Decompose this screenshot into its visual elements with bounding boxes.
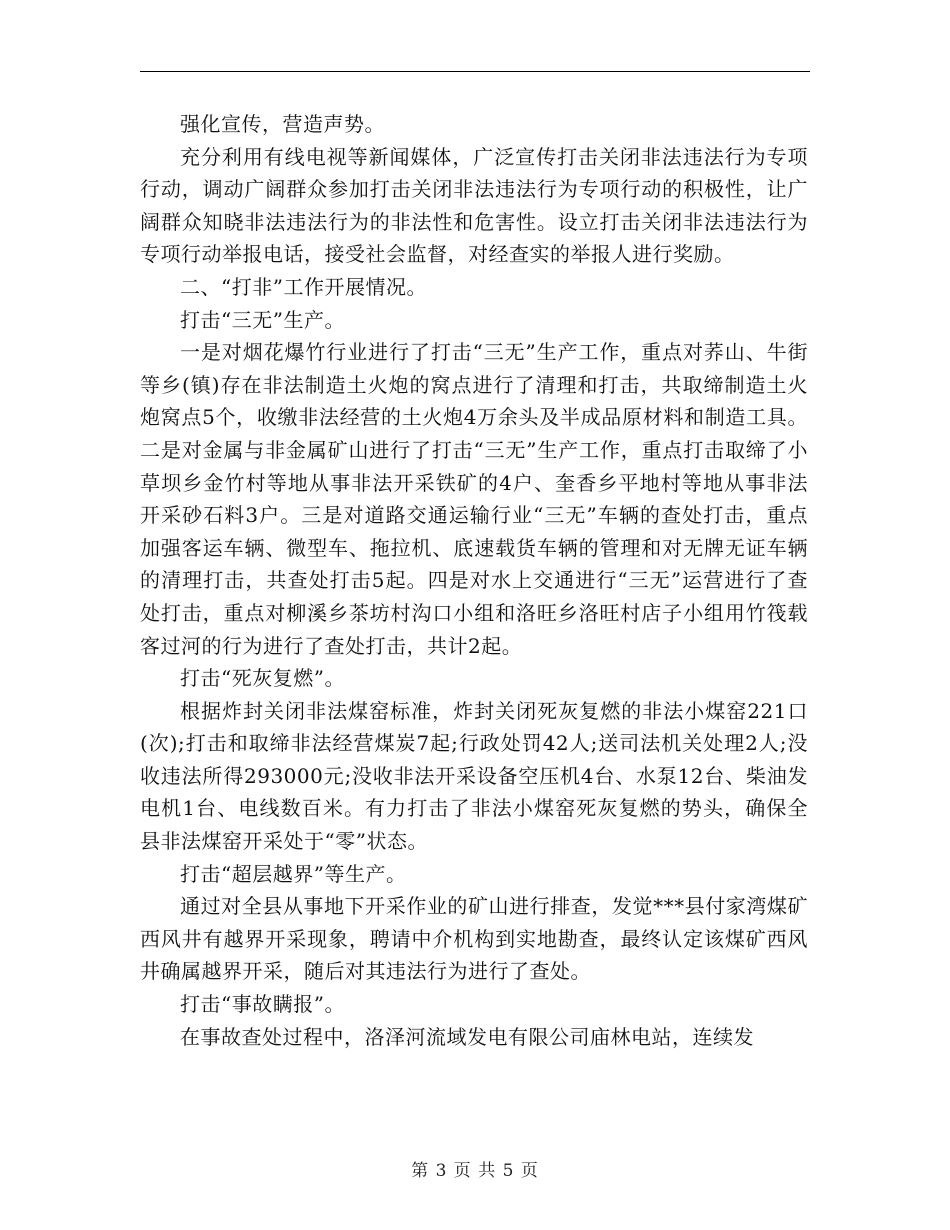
header-rule <box>140 71 810 72</box>
paragraph-resurgence: 根据炸封关闭非法煤窑标准，炸封关闭死灰复燃的非法小煤窑221口(次);打击和取缔非法经营煤炭7起;行政处罚42人;送司法机关处理2人;没收违法所得293000元;没收非法开采设备空压机4台、水泵12台、柴油发电机1台、电线数百米。有力打击了非法小煤窑死灰复燃的势头，确保全县非法煤窑开采处于“零”状态。 <box>140 698 808 854</box>
paragraph-three-no: 一是对烟花爆竹行业进行了打击“三无”生产工作，重点对荞山、牛街等乡(镇)存在非法制造土火炮的窝点进行了清理和打击，共取缔制造土火炮窝点5个，收缴非法经营的土火炮4万余头及半成品原材料和制造工具。二是对金属与非金属矿山进行了打击“三无”生产工作，重点打击取缔了小草坝乡金竹村等地从事非法开采铁矿的4户、奎香乡平地村等地从事非法开采砂石料3户。三是对道路交通运输行业“三无”车辆的查处打击，重点加强客运车辆、微型车、拖拉机、底速载货车辆的管理和对无牌无证车辆的清理打击，共查处打击5起。四是对水上交通进行“三无”运营进行了查处打击，重点对柳溪乡茶坊村沟口小组和洛旺乡洛旺村店子小组用竹筏载客过河的行为进行了查处打击，共计2起。 <box>140 340 808 658</box>
paragraph-publicity: 充分利用有线电视等新闻媒体，广泛宣传打击关闭非法违法行为专项行动，调动广阔群众参加打击关闭非法违法行为专项行动的积极性，让广阔群众知晓非法违法行为的非法性和危害性。设立打击关闭非法违法行为专项行动举报电话，接受社会监督，对经查实的举报人进行奖励。 <box>140 144 808 267</box>
paragraph-concealment: 在事故查处过程中，洛泽河流域发电有限公司庙林电站，连续发 <box>180 1024 754 1049</box>
document-body <box>140 108 808 1053</box>
heading-resurgence: 打击“死灰复燃”。 <box>180 666 345 691</box>
heading-concealment: 打击“事故瞒报”。 <box>180 992 345 1017</box>
paragraph-boundary: 通过对全县从事地下开采作业的矿山进行排查，发觉***县付家湾煤矿西风井有越界开采现象，聘请中介机构到实地勘查，最终认定该煤矿西风井确属越界开采，随后对其违法行为进行了查处。 <box>140 894 808 984</box>
page-number-footer: 第 3 页 共 5 页 <box>411 1161 539 1181</box>
heading-three-no: 打击“三无”生产。 <box>180 307 345 332</box>
heading-boundary: 打击“超层越界”等生产。 <box>180 861 407 886</box>
heading-publicity: 强化宣传，营造声势。 <box>180 112 385 136</box>
section-heading-progress: 二、“打非”工作开展情况。 <box>180 274 427 299</box>
